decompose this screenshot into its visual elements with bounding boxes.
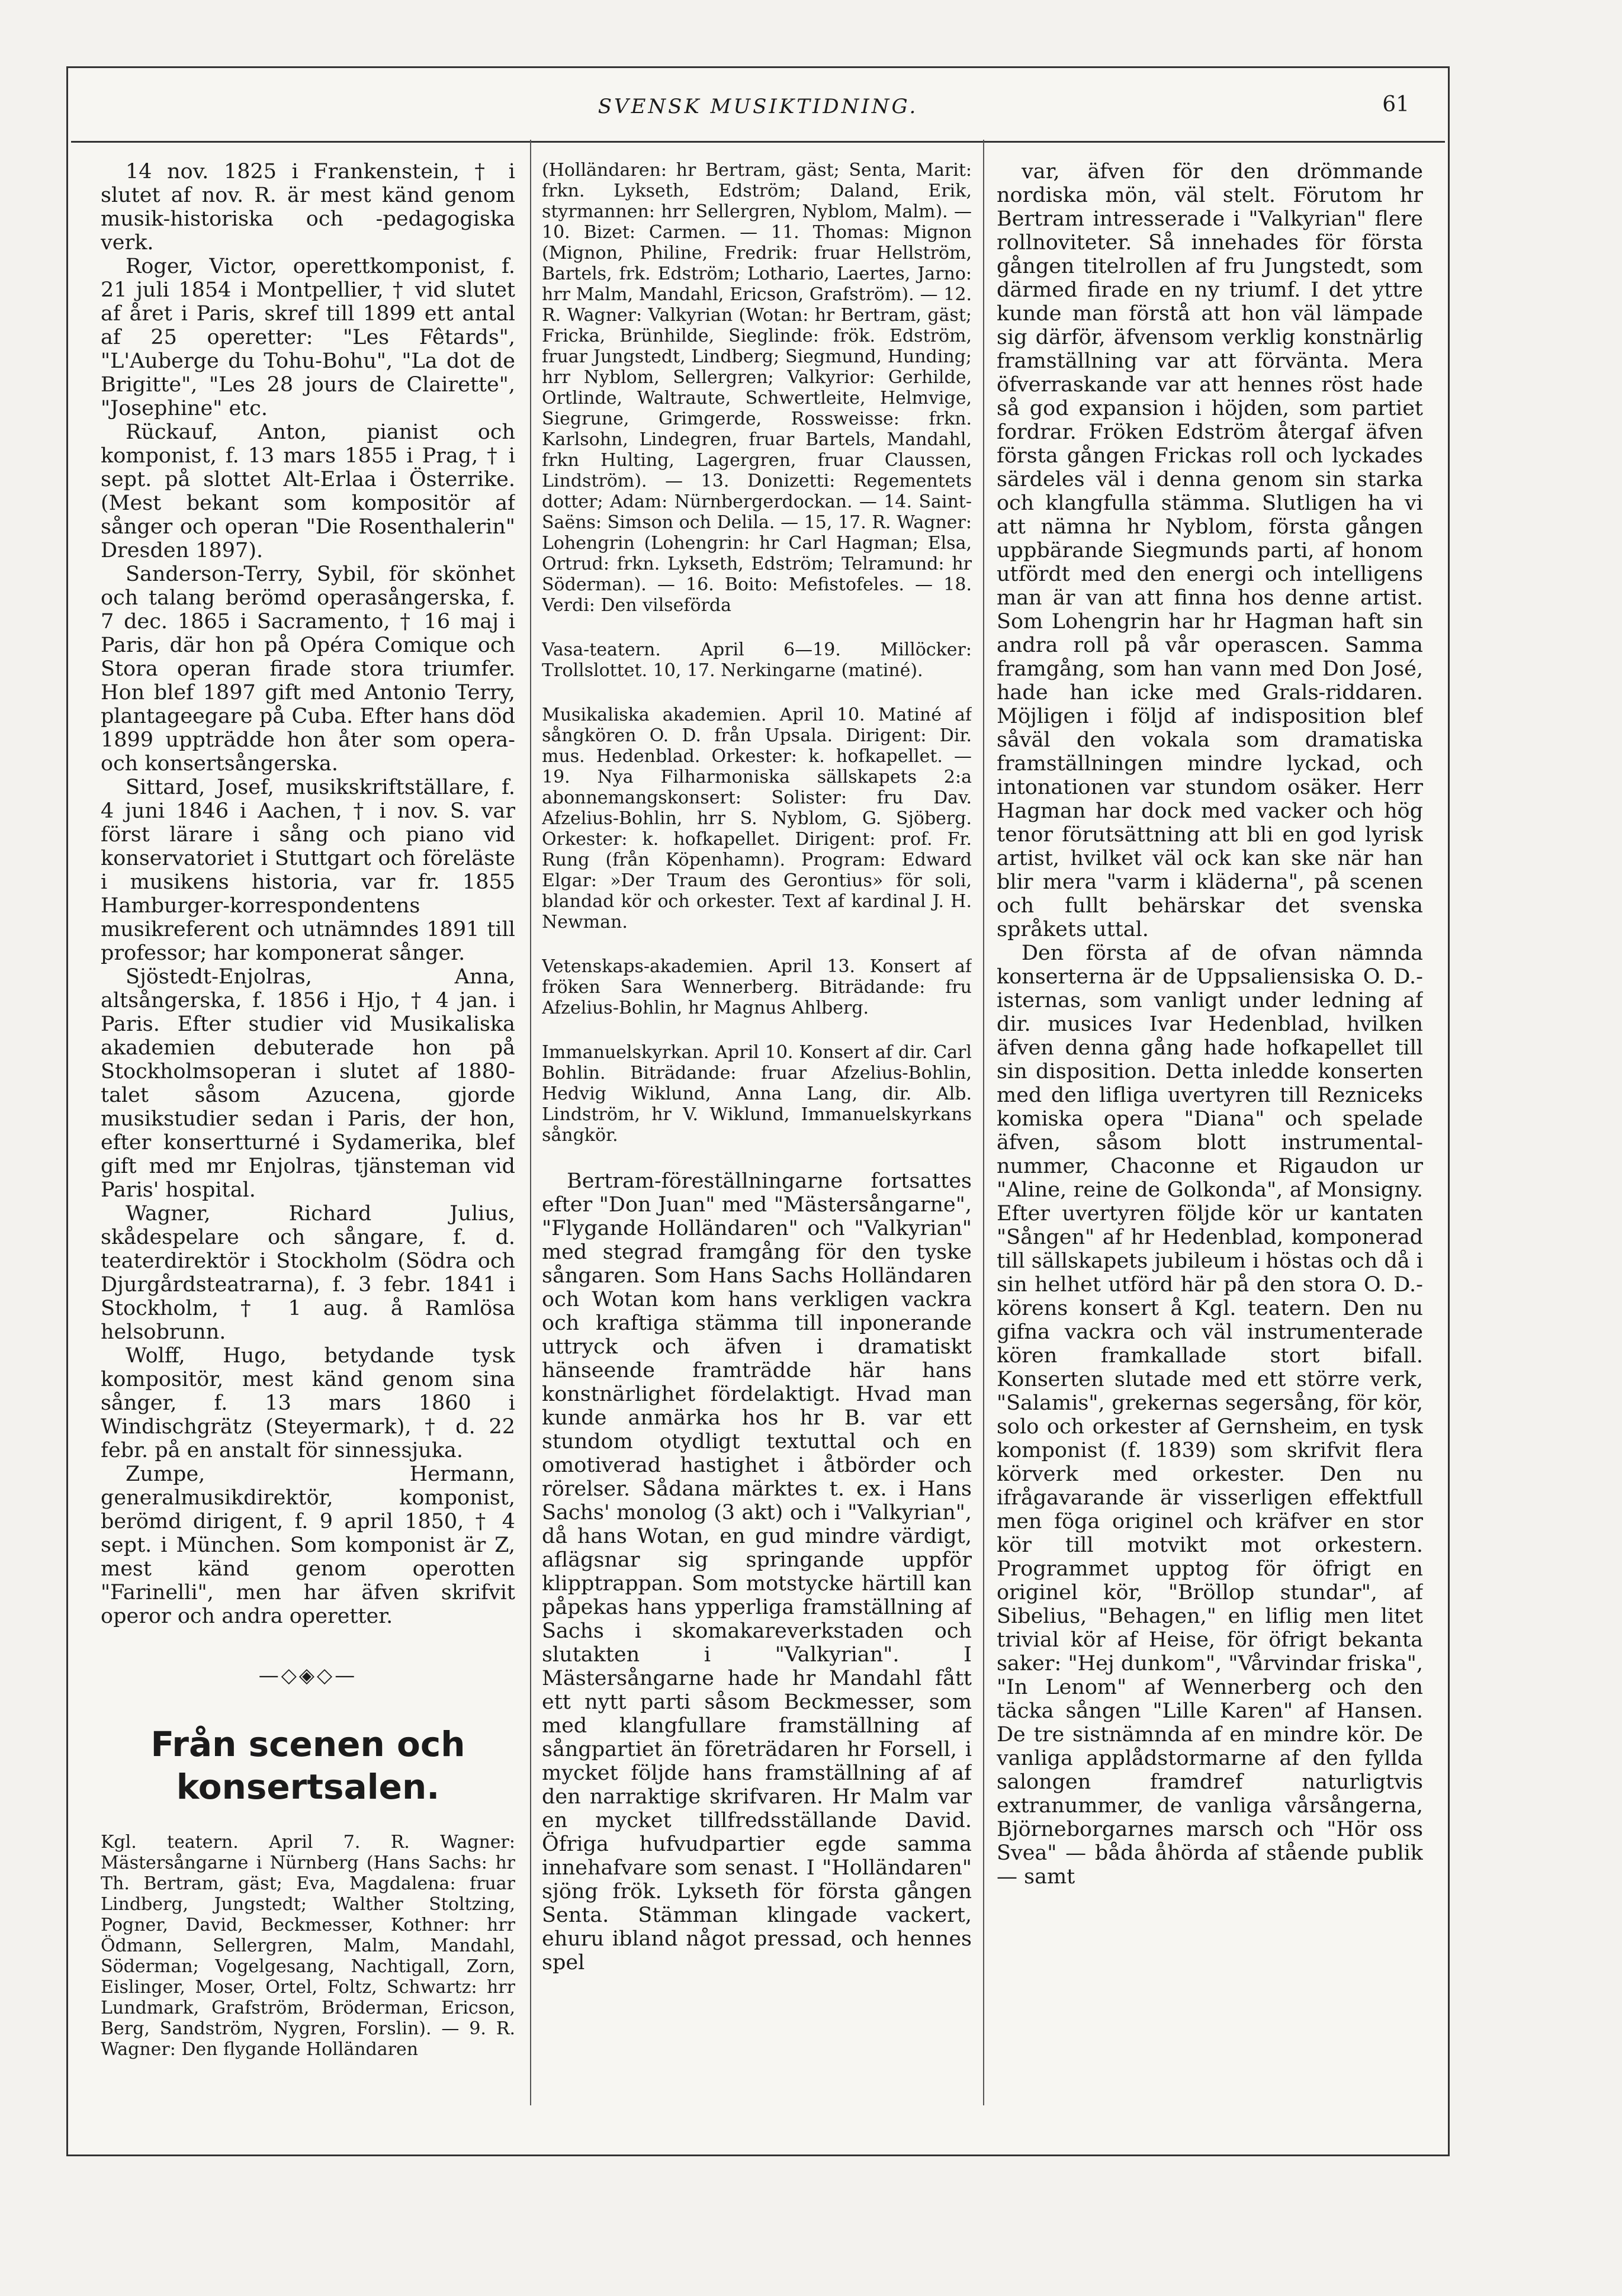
review-valkyrian: var, äfven för den drömmande nordiska mön, väl stelt. Förutom hr Bertram intresserade i "Valkyrian" flere rollnoviteter. Så innehades för första gången titelrollen af fru Jungstedt, som därmed firade en ny triumf. I det yttre kunde man förstå att hon väl lämpade sig därför, äfvensom verklig konstnärlig framställning var att förvänta. Mera öfverraskande var att hennes röst hade så god expansion i höjden, som partiet fordrar. Fröken Edström återgaf äfven första gången Frickas roll och lyckades särdeles väl i denna genom sin starka och klangfulla stämma. Slutligen ha vi att nämna hr Nyblom, första gången uppbärande Siegmunds parti, af honom utfördt med den energi och intelligens man är van att finna hos denne artist. Som Lohengrin har hr Hagman haft sin andra roll på vår operascen. Samma framgång, som han vann med Don José, hade han icke med Grals-riddaren. Möjligen i följd af indisposition blef såväl den vokala som dramatiska framställningen mindre lyckad, och intonationen var stundom osäker. Herr Hagman har dock med vacker och hög tenor förutsättning att bli en god lyrisk artist, hvilket väl ock kan ske när han blir mera "varm i kläderna", på scenen och fullt behärskar det svenska språkets uttal.: [997, 160, 1423, 941]
obituary-zumpe: Zumpe, Hermann, generalmusikdirektör, komponist, berömd dirigent, f. 9 april 1850, † 4 sept. i München. Som komponist är Z, mest känd genom operotten "Farinelli", men har äfven skrifvit operor och andra operetter.: [101, 1462, 515, 1628]
column-rule-2: [983, 140, 984, 2105]
obituary-wagner: Wagner, Richard Julius, skådespelare och sångare, f. d. teaterdirektör i Stockholm (Södra och Djurgårdsteatrarna), f. 3 febr. 1841 i Stockholm, † 1 aug. å Ramlösa helsobrunn.: [101, 1202, 515, 1344]
kgl-teatern-listing-cont: (Holländaren: hr Bertram, gäst; Senta, Marit: frkn. Lykseth, Edström; Daland, Erik, styrmannen: hrr Sellergren, Nyblom, Malm). — 10. Bizet: Carmen. — 11. Thomas: Mignon (Mignon, Philine, Fredrik: fruar Hellström, Bartels, frk. Edström; Lothario, Laertes, Jarno: hrr Malm, Mandahl, Ericson, Grafström). — 12. R. Wagner: Valkyrian (Wotan: hr Bertram, gäst; Fricka, Brünhilde, Sieglinde: frök. Edström, fruar Jungstedt, Lindberg; Siegmund, Hunding; hrr Nyblom, Sellergren; Valkyrior: Gerhilde, Ortlinde, Waltraute, Schwertleite, Helmvige, Siegrune, Grimgerde, Rossweisse: frkn. Karlsohn, Lindegren, fruar Bartels, Mandahl, frkn Hulting, Lagergren, fruar Claussen, Lindström). — 13. Donizetti: Regementets dotter; Adam: Nürnbergerdockan. — 14. Saint-Saëns: Simson och Delila. — 15, 17. R. Wagner: Lohengrin (Lohengrin: hr Carl Hagman; Elsa, Ortrud: frkn. Lykseth, Edström; Telramund: hr Söderman). — 16. Boito: Mefistofeles. — 18. Verdi: Den vilseförda: [542, 160, 972, 616]
vetenskaps-akademien-listing: Vetenskaps-akademien. April 13. Konsert af fröken Sara Wennerberg. Biträdande: fru Afzelius-Bohlin, hr Magnus Ahlberg.: [542, 956, 972, 1018]
obituary-sjostedt-enjolras: Sjöstedt-Enjolras, Anna, altsångerska, f. 1856 i Hjo, † 4 jan. i Paris. Efter studier vid Musikaliska akademien debuterade hon på Stockholmsoperan i slutet af 1880-talet såsom Azucena, gjorde musikstudier sedan i Paris, der hon, efter konsertturné i Sydamerika, blef gift med mr Enjolras, tjänsteman vid Paris' hospital.: [101, 965, 515, 1202]
obituary-sanderson-terry: Sanderson-Terry, Sybil, för skönhet och talang berömd operasångerska, f. 7 dec. 1865 i Sacramento, † 16 maj i Paris, där hon på Opéra Comique och Stora operan firade stora triumfer. Hon blef 1897 gift med Antonio Terry, plantageegare på Cuba. Efter hans död 1899 uppträdde hon åter som opera- och konsertsångerska.: [101, 562, 515, 776]
obituary-frankenstein: 14 nov. 1825 i Frankenstein, † i slutet af nov. R. är mest känd genom musik-historiska och -pedagogiska verk.: [101, 160, 515, 255]
column-3: [997, 160, 1423, 2114]
page-number: 61: [1382, 92, 1409, 117]
kgl-teatern-listing: Kgl. teatern. April 7. R. Wagner: Mästersångarne i Nürnberg (Hans Sachs: hr Th. Bertram, gäst; Eva, Magdalena: fruar Lindberg, Jungstedt; Walther Stoltzing, Pogner, David, Beckmesser, Kothner: hrr Ödmann, Sellergren, Malm, Mandahl, Söderman; Vogelgesang, Nachtigall, Zorn, Eislinger, Moser, Ortel, Foltz, Schwartz: hrr Lundmark, Grafström, Bröderman, Ericson, Berg, Sandström, Nygren, Forslin). — 9. R. Wagner: Den flygande Holländaren: [101, 1832, 515, 2060]
page-header: [71, 71, 1445, 143]
column-2: [542, 160, 972, 2114]
column-1: [101, 160, 515, 2114]
vasa-teatern-listing: Vasa-teatern. April 6—19. Millöcker: Trollslottet. 10, 17. Nerkingarne (matiné).: [542, 639, 972, 681]
review-bertram: Bertram-föreställningarne fortsattes efter "Don Juan" med "Mästersångarne", "Flygande Holländaren" och "Valkyrian" med stegrad framgång för den tyske sångaren. Som Hans Sachs Holländaren och Wotan kom hans verkligen vackra och kraftiga stämma till inponerande uttryck och äfven i dramatiskt hänseende framträdde här hans konstnärlighet fördelaktigt. Hvad man kunde anmärka hos hr B. var ett stundom otydligt textuttal och en omotiverad hastighet i åtbörder och rörelser. Sådana märktes t. ex. i Hans Sachs' monolog (3 akt) och i "Valkyrian", då hans Wotan, en gud mindre värdigt, aflägsnar sig springande uppför klipptrappan. Som motstycke härtill kan påpekas hans ypperliga framställning af Sachs i skomakareverkstaden och slutakten i "Valkyrian". I Mästersångarne hade hr Mandahl fått ett nytt parti såsom Beckmesser, som med klangfullare framställning af sångpartiet än företrädaren hr Forsell, i mycket följde hans framställning af af den narraktige skrifvaren. Hr Malm var en mycket tillfredsställande David. Öfriga hufvudpartier egde samma innehafvare som senast. I "Holländaren" sjöng frök. Lykseth för första gången Senta. Stämman klingade vackert, ehuru ibland något pressad, och hennes spel: [542, 1169, 972, 1975]
section-heading: Från scenen och konsertsalen.: [150, 1724, 465, 1807]
section-ornament: —◇◈◇—: [258, 1664, 358, 1687]
review-od-concert: Den första af de ofvan nämnda konserterna är de Uppsaliensiska O. D.-isternas, som vanligt under ledning af dir. musices Ivar Hedenblad, hvilken äfven denna gång hade hofkapellet till sin disposition. Detta inledde konserten med den lifliga uvertyren till Rezniceks komiska opera "Diana" och spelade äfven, såsom blott instrumental-nummer, Chaconne et Rigaudon ur "Aline, reine de Golkonda", af Monsigny. Efter uvertyren följde kör ur kantaten "Sången" af hr Hedenblad, komponerad till sällskapets jubileum i höstas och då i sin helhet utförd här på den stora O. D.-körens konsert å Kgl. teatern. Den nu gifna vackra och väl instrumenterade kören framkallade stort bifall. Konserten slutade med ett större verk, "Salamis", grekernas segersång, för kör, solo och orkester af Gernsheim, en tysk komponist (f. 1839) som skrifvit flera körverk med orkester. Den nu ifrågavarande är visserligen effektfull men föga originel och kräfver en stor kör till motvikt mot orkestern. Programmet upptog för öfrigt en originel kör, "Bröllop stundar", af Sibelius, "Behagen," en liflig men litet trivial kör af Heise, för öfrigt bekanta saker: "Hej dunkom", "Vårvindar friska", "In Lenom" af Wennerberg och den täcka sången "Lille Karen" af Hansen. De tre sistnämnda af en mindre kör. De vanliga applådstormarne af den fyllda salongen framdref naturligtvis extranummer, de vanliga vårsångerna, Björneborgarnes marsch och "Hör oss Svea" — båda åhörda af stående publik — samt: [997, 941, 1423, 1889]
obituary-sittard: Sittard, Josef, musikskriftställare, f. 4 juni 1846 i Aachen, † i nov. S. var först lärare i sång och piano vid konservatoriet i Stuttgart och föreläste i musikens historia, var fr. 1855 Hamburger-korrespondentens musikreferent och utnämndes 1891 till professor; har komponerat sånger.: [101, 776, 515, 965]
immanuelskyrkan-listing: Immanuelskyrkan. April 10. Konsert af dir. Carl Bohlin. Biträdande: fruar Afzelius-Bohlin, Hedvig Wiklund, Anna Lang, dir. Alb. Lindström, hr V. Wiklund, Immanuelskyrkans sångkör.: [542, 1042, 972, 1146]
musikaliska-akademien-listing: Musikaliska akademien. April 10. Matiné af sångkören O. D. från Upsala. Dirigent: Dir. mus. Hedenblad. Orkester: k. hofkapellet. — 19. Nya Filharmoniska sällskapets 2:a abonnemangskonsert: Solister: fru Dav. Afzelius-Bohlin, hrr S. Nyblom, G. Sjöberg. Orkester: k. hofkapellet. Dirigent: prof. Fr. Rung (från Köpenhamn). Program: Edward Elgar: »Der Traum des Gerontius» för soli, blandad kör och orkester. Text af kardinal J. H. Newman.: [542, 705, 972, 932]
obituary-roger: Roger, Victor, operettkomponist, f. 21 juli 1854 i Montpellier, † vid slutet af året i Paris, skref till 1899 ett antal af 25 operetter: "Les Fêtards", "L'Auberge du Tohu-Bohu", "La dot de Brigitte", "Les 28 jours de Clairette", "Josephine" etc.: [101, 255, 515, 420]
obituary-ruckauf: Rückauf, Anton, pianist och komponist, f. 13 mars 1855 i Prag, † i sept. på slottet Alt-Erlaa i Österrike. (Mest bekant som kompositör af sånger och operan "Die Rosenthalerin" Dresden 1897).: [101, 420, 515, 562]
column-rule-1: [530, 140, 531, 2105]
obituary-wolff: Wolff, Hugo, betydande tysk kompositör, mest känd genom sina sånger, f. 13 mars 1860 i Windischgrätz (Steyermark), † d. 22 febr. på en anstalt för sinnessjuka.: [101, 1344, 515, 1462]
running-title: SVENSK MUSIKTIDNING.: [598, 95, 918, 118]
